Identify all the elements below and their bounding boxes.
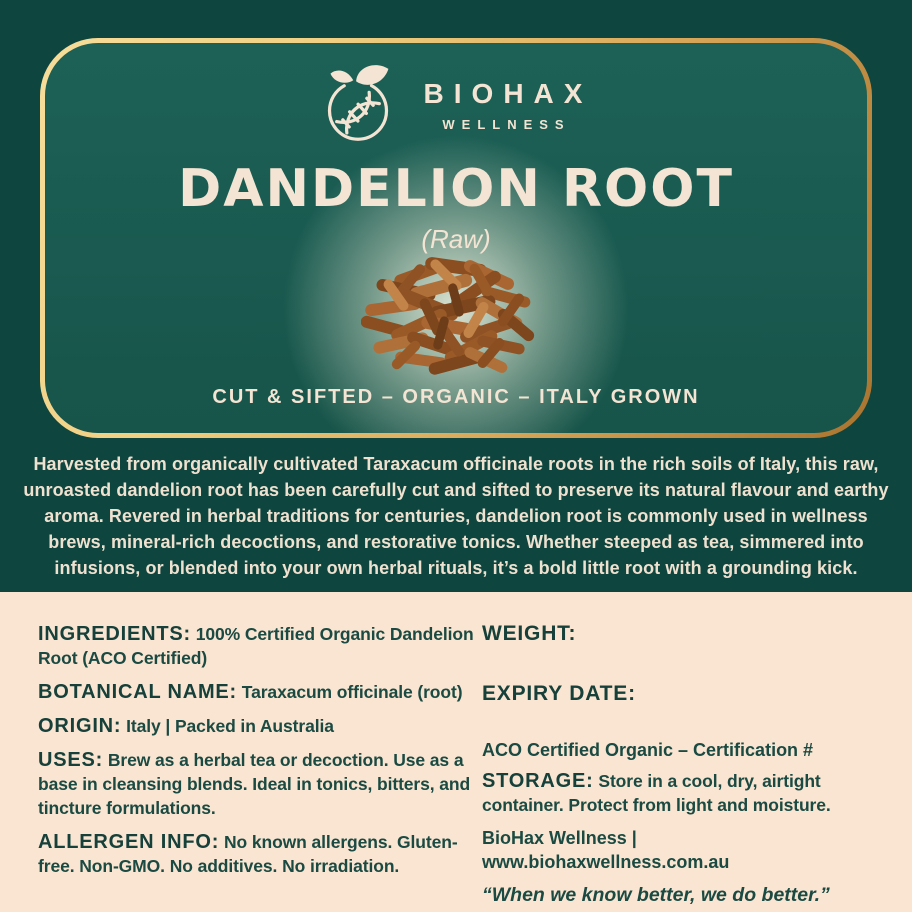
brand-wordmark: [414, 78, 593, 132]
allergen-info-text: No known allergens. Gluten-free. Non-GMO. No additives. No irradiation.: [38, 832, 458, 876]
uses-block: [38, 748, 482, 820]
origin-block: [38, 714, 482, 738]
product-variant: (Raw): [421, 224, 491, 254]
allergen-info-label: ALLERGEN INFO:: [38, 831, 220, 853]
ingredients-block: [38, 622, 482, 670]
product-description: Harvested from organically cultivated Taraxacum officinale roots in the rich soils of Italy, this raw, unroasted dandelion root has been carefully cut and sifted to preserve its natural flavour and earthy aroma. Revered in herbal traditions for centuries, dandelion root is commonly used in wellness brews, mineral-rich decoctions, and restorative tonics. Whether steeped as tea, simmered into infusions, or blended into your own herbal rituals, it’s a bold little root with a grounding kick.: [23, 454, 889, 578]
product-title: DANDELION ROOT: [178, 159, 734, 219]
allergen-info-block: [38, 830, 482, 878]
dandelion-roots-image: [361, 245, 551, 385]
details-right-column: [482, 622, 888, 912]
brand-logo: [45, 65, 867, 145]
ingredients-label: INGREDIENTS:: [38, 623, 191, 645]
brand-quote: “When we know better, we do better.”: [482, 884, 830, 906]
ingredients-text: 100% Certified Organic Dandelion Root (ACO Certified): [38, 624, 474, 668]
origin-text: Italy | Packed in Australia: [126, 716, 334, 736]
storage-text: Store in a cool, dry, airtight container. Protect from light and moisture.: [482, 771, 831, 815]
weight-label: WEIGHT:: [482, 622, 577, 645]
certification-line: ACO Certified Organic – Certification #: [482, 740, 814, 760]
gold-border-card: [40, 38, 872, 438]
expiry-date-label: EXPIRY DATE:: [482, 682, 636, 705]
botanical-name-block: [38, 680, 482, 704]
brand-website-line: BioHax Wellness | www.biohaxwellness.com.au: [482, 828, 730, 872]
leaf-dna-icon: [320, 65, 396, 145]
details-left-column: [38, 622, 482, 912]
botanical-name-label: BOTANICAL NAME:: [38, 681, 238, 703]
uses-text: Brew as a herbal tea or decoction. Use as a base in cleansing blends. Ideal in tonics, bitters, and tincture formulations.: [38, 750, 471, 818]
card-inner-panel: [45, 43, 867, 433]
origin-label: ORIGIN:: [38, 715, 122, 737]
details-panel: [0, 592, 912, 912]
uses-label: USES:: [38, 749, 104, 771]
brand-subtitle: WELLNESS: [442, 117, 571, 132]
storage-label: STORAGE:: [482, 770, 594, 792]
botanical-name-text: Taraxacum officinale (root): [241, 682, 463, 702]
brand-name: BIOHAX: [423, 78, 593, 109]
storage-block: [482, 769, 888, 817]
product-tagline: CUT & SIFTED – ORGANIC – ITALY GROWN: [212, 386, 700, 408]
